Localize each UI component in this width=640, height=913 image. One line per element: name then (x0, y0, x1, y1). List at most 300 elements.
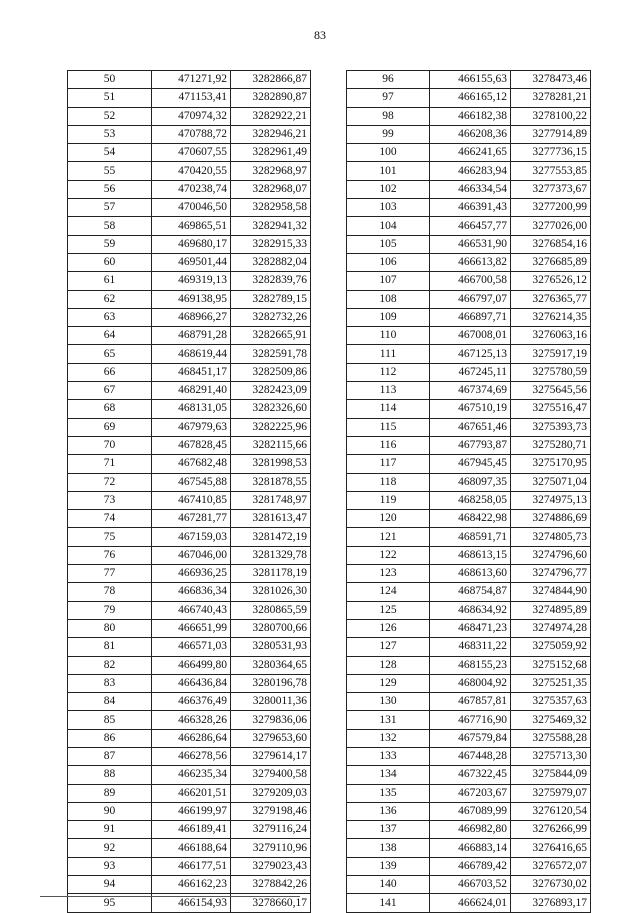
table-row (68, 345, 311, 363)
x-coordinate-cell: 466836,34 (152, 583, 231, 601)
table-row (347, 144, 591, 162)
table-row (347, 528, 591, 546)
point-number-cell: 99 (347, 125, 430, 143)
point-number-cell: 69 (68, 418, 152, 436)
y-coordinate-cell: 3279400,58 (231, 766, 311, 784)
point-number-cell: 57 (68, 199, 152, 217)
y-coordinate-cell: 3282423,09 (231, 382, 311, 400)
y-coordinate-cell: 3282789,15 (231, 290, 311, 308)
y-coordinate-cell: 3280700,66 (231, 619, 311, 637)
y-coordinate-cell: 3275780,59 (511, 363, 591, 381)
y-coordinate-cell: 3282225,96 (231, 418, 311, 436)
point-number-cell: 63 (68, 308, 152, 326)
point-number-cell: 85 (68, 711, 152, 729)
table-row (347, 674, 591, 692)
y-coordinate-cell: 3279614,17 (231, 747, 311, 765)
table-row (68, 144, 311, 162)
x-coordinate-cell: 466789,42 (430, 857, 511, 875)
table-row (347, 729, 591, 747)
point-number-cell: 109 (347, 308, 430, 326)
table-row (347, 619, 591, 637)
table-row (347, 436, 591, 454)
point-number-cell: 67 (68, 382, 152, 400)
table-row (68, 619, 311, 637)
table-row (68, 327, 311, 345)
table-row (347, 345, 591, 363)
table-row (68, 711, 311, 729)
y-coordinate-cell: 3280531,93 (231, 638, 311, 656)
x-coordinate-cell: 466457,77 (430, 217, 511, 235)
table-row (68, 528, 311, 546)
x-coordinate-cell: 466499,80 (152, 656, 231, 674)
point-number-cell: 136 (347, 802, 430, 820)
point-number-cell: 112 (347, 363, 430, 381)
x-coordinate-cell: 467857,81 (430, 693, 511, 711)
y-coordinate-cell: 3275979,07 (511, 784, 591, 802)
point-number-cell: 111 (347, 345, 430, 363)
table-row (68, 674, 311, 692)
point-number-cell: 59 (68, 235, 152, 253)
y-coordinate-cell: 3279110,96 (231, 839, 311, 857)
y-coordinate-cell: 3275645,56 (511, 382, 591, 400)
table-row (347, 565, 591, 583)
table-row (347, 894, 591, 912)
x-coordinate-cell: 470238,74 (152, 180, 231, 198)
point-number-cell: 132 (347, 729, 430, 747)
y-coordinate-cell: 3282946,21 (231, 125, 311, 143)
x-coordinate-cell: 471153,41 (152, 89, 231, 107)
table-row (347, 473, 591, 491)
point-number-cell: 141 (347, 894, 430, 912)
point-number-cell: 77 (68, 565, 152, 583)
table-row (347, 180, 591, 198)
table-row (347, 71, 591, 89)
point-number-cell: 53 (68, 125, 152, 143)
point-number-cell: 64 (68, 327, 152, 345)
point-number-cell: 106 (347, 253, 430, 271)
table-row (347, 583, 591, 601)
x-coordinate-cell: 466936,25 (152, 565, 231, 583)
x-coordinate-cell: 466283,94 (430, 162, 511, 180)
y-coordinate-cell: 3280196,78 (231, 674, 311, 692)
point-number-cell: 72 (68, 473, 152, 491)
table-row (68, 546, 311, 564)
y-coordinate-cell: 3280865,59 (231, 601, 311, 619)
table-row (68, 491, 311, 509)
x-coordinate-cell: 468613,60 (430, 565, 511, 583)
point-number-cell: 58 (68, 217, 152, 235)
point-number-cell: 122 (347, 546, 430, 564)
point-number-cell: 90 (68, 802, 152, 820)
x-coordinate-cell: 467008,01 (430, 327, 511, 345)
table-row (347, 876, 591, 894)
y-coordinate-cell: 3276266,99 (511, 821, 591, 839)
point-number-cell: 95 (68, 894, 152, 912)
table-row (347, 766, 591, 784)
table-row (68, 766, 311, 784)
y-coordinate-cell: 3278473,46 (511, 71, 591, 89)
point-number-cell: 129 (347, 674, 430, 692)
point-number-cell: 102 (347, 180, 430, 198)
table-body (68, 71, 311, 913)
point-number-cell: 83 (68, 674, 152, 692)
point-number-cell: 100 (347, 144, 430, 162)
point-number-cell: 104 (347, 217, 430, 235)
x-coordinate-cell: 469319,13 (152, 272, 231, 290)
y-coordinate-cell: 3279198,46 (231, 802, 311, 820)
y-coordinate-cell: 3276730,02 (511, 876, 591, 894)
x-coordinate-cell: 466334,54 (430, 180, 511, 198)
table-row (347, 418, 591, 436)
y-coordinate-cell: 3281472,19 (231, 528, 311, 546)
x-coordinate-cell: 467510,19 (430, 400, 511, 418)
x-coordinate-cell: 466199,97 (152, 802, 231, 820)
y-coordinate-cell: 3282732,26 (231, 308, 311, 326)
x-coordinate-cell: 467159,03 (152, 528, 231, 546)
point-number-cell: 137 (347, 821, 430, 839)
x-coordinate-cell: 466165,12 (430, 89, 511, 107)
y-coordinate-cell: 3282665,91 (231, 327, 311, 345)
x-coordinate-cell: 467651,46 (430, 418, 511, 436)
y-coordinate-cell: 3276214,35 (511, 308, 591, 326)
table-row (68, 693, 311, 711)
table-row (347, 491, 591, 509)
bottom-divider (40, 896, 300, 897)
x-coordinate-cell: 466376,49 (152, 693, 231, 711)
x-coordinate-cell: 468097,35 (430, 473, 511, 491)
point-number-cell: 92 (68, 839, 152, 857)
point-number-cell: 120 (347, 510, 430, 528)
coordinates-table-left (67, 70, 311, 913)
x-coordinate-cell: 466531,90 (430, 235, 511, 253)
point-number-cell: 130 (347, 693, 430, 711)
x-coordinate-cell: 467945,45 (430, 455, 511, 473)
x-coordinate-cell: 467046,00 (152, 546, 231, 564)
table-row (68, 802, 311, 820)
y-coordinate-cell: 3281329,78 (231, 546, 311, 564)
table-body (347, 71, 591, 913)
table-row (68, 400, 311, 418)
table-row (347, 199, 591, 217)
y-coordinate-cell: 3274975,13 (511, 491, 591, 509)
y-coordinate-cell: 3275393,73 (511, 418, 591, 436)
table-row (68, 455, 311, 473)
table-row (347, 89, 591, 107)
x-coordinate-cell: 466883,14 (430, 839, 511, 857)
point-number-cell: 103 (347, 199, 430, 217)
y-coordinate-cell: 3279653,60 (231, 729, 311, 747)
table-row (68, 290, 311, 308)
point-number-cell: 105 (347, 235, 430, 253)
point-number-cell: 93 (68, 857, 152, 875)
y-coordinate-cell: 3279836,06 (231, 711, 311, 729)
x-coordinate-cell: 468155,23 (430, 656, 511, 674)
x-coordinate-cell: 470974,32 (152, 107, 231, 125)
x-coordinate-cell: 468634,92 (430, 601, 511, 619)
table-row (347, 235, 591, 253)
point-number-cell: 82 (68, 656, 152, 674)
point-number-cell: 60 (68, 253, 152, 271)
x-coordinate-cell: 466235,34 (152, 766, 231, 784)
x-coordinate-cell: 468004,92 (430, 674, 511, 692)
x-coordinate-cell: 468451,17 (152, 363, 231, 381)
table-row (347, 253, 591, 271)
table-row (347, 638, 591, 656)
x-coordinate-cell: 466328,26 (152, 711, 231, 729)
x-coordinate-cell: 466188,64 (152, 839, 231, 857)
table-row (68, 565, 311, 583)
y-coordinate-cell: 3280364,65 (231, 656, 311, 674)
y-coordinate-cell: 3281998,53 (231, 455, 311, 473)
x-coordinate-cell: 467245,11 (430, 363, 511, 381)
y-coordinate-cell: 3277914,89 (511, 125, 591, 143)
x-coordinate-cell: 466154,93 (152, 894, 231, 912)
y-coordinate-cell: 3282326,60 (231, 400, 311, 418)
x-coordinate-cell: 468966,27 (152, 308, 231, 326)
y-coordinate-cell: 3282961,49 (231, 144, 311, 162)
point-number-cell: 61 (68, 272, 152, 290)
point-number-cell: 96 (347, 71, 430, 89)
table-row (68, 601, 311, 619)
point-number-cell: 76 (68, 546, 152, 564)
table-row (347, 821, 591, 839)
y-coordinate-cell: 3276416,65 (511, 839, 591, 857)
table-row (68, 747, 311, 765)
point-number-cell: 133 (347, 747, 430, 765)
x-coordinate-cell: 468613,15 (430, 546, 511, 564)
x-coordinate-cell: 467828,45 (152, 436, 231, 454)
x-coordinate-cell: 466391,43 (430, 199, 511, 217)
x-coordinate-cell: 468619,44 (152, 345, 231, 363)
point-number-cell: 54 (68, 144, 152, 162)
x-coordinate-cell: 466155,63 (430, 71, 511, 89)
point-number-cell: 56 (68, 180, 152, 198)
y-coordinate-cell: 3277026,00 (511, 217, 591, 235)
table-row (68, 217, 311, 235)
y-coordinate-cell: 3282968,07 (231, 180, 311, 198)
y-coordinate-cell: 3274895,89 (511, 601, 591, 619)
y-coordinate-cell: 3281026,30 (231, 583, 311, 601)
point-number-cell: 119 (347, 491, 430, 509)
table-row (347, 162, 591, 180)
table-row (347, 363, 591, 381)
table-row (347, 272, 591, 290)
point-number-cell: 86 (68, 729, 152, 747)
y-coordinate-cell: 3282591,78 (231, 345, 311, 363)
y-coordinate-cell: 3282922,21 (231, 107, 311, 125)
table-row (347, 839, 591, 857)
x-coordinate-cell: 468422,98 (430, 510, 511, 528)
point-number-cell: 80 (68, 619, 152, 637)
y-coordinate-cell: 3279116,24 (231, 821, 311, 839)
y-coordinate-cell: 3280011,36 (231, 693, 311, 711)
y-coordinate-cell: 3279023,43 (231, 857, 311, 875)
table-row (347, 711, 591, 729)
page-number: 83 (314, 28, 326, 42)
table-row (347, 107, 591, 125)
point-number-cell: 74 (68, 510, 152, 528)
y-coordinate-cell: 3276063,16 (511, 327, 591, 345)
x-coordinate-cell: 468754,87 (430, 583, 511, 601)
x-coordinate-cell: 470046,50 (152, 199, 231, 217)
point-number-cell: 140 (347, 876, 430, 894)
point-number-cell: 50 (68, 71, 152, 89)
point-number-cell: 97 (347, 89, 430, 107)
point-number-cell: 87 (68, 747, 152, 765)
point-number-cell: 127 (347, 638, 430, 656)
y-coordinate-cell: 3274805,73 (511, 528, 591, 546)
y-coordinate-cell: 3282915,33 (231, 235, 311, 253)
point-number-cell: 134 (347, 766, 430, 784)
y-coordinate-cell: 3276120,54 (511, 802, 591, 820)
y-coordinate-cell: 3276365,77 (511, 290, 591, 308)
y-coordinate-cell: 3276572,07 (511, 857, 591, 875)
x-coordinate-cell: 466897,71 (430, 308, 511, 326)
x-coordinate-cell: 466162,23 (152, 876, 231, 894)
point-number-cell: 121 (347, 528, 430, 546)
point-number-cell: 94 (68, 876, 152, 894)
x-coordinate-cell: 468591,71 (430, 528, 511, 546)
y-coordinate-cell: 3275152,68 (511, 656, 591, 674)
y-coordinate-cell: 3278281,21 (511, 89, 591, 107)
x-coordinate-cell: 467979,63 (152, 418, 231, 436)
table-row (68, 125, 311, 143)
x-coordinate-cell: 467579,84 (430, 729, 511, 747)
x-coordinate-cell: 466703,52 (430, 876, 511, 894)
y-coordinate-cell: 3275469,32 (511, 711, 591, 729)
y-coordinate-cell: 3275588,28 (511, 729, 591, 747)
y-coordinate-cell: 3275251,35 (511, 674, 591, 692)
y-coordinate-cell: 3275844,09 (511, 766, 591, 784)
y-coordinate-cell: 3282941,32 (231, 217, 311, 235)
x-coordinate-cell: 468791,28 (152, 327, 231, 345)
point-number-cell: 117 (347, 455, 430, 473)
x-coordinate-cell: 466177,51 (152, 857, 231, 875)
y-coordinate-cell: 3281878,55 (231, 473, 311, 491)
table-row (347, 455, 591, 473)
x-coordinate-cell: 467716,90 (430, 711, 511, 729)
x-coordinate-cell: 466201,51 (152, 784, 231, 802)
table-row (347, 125, 591, 143)
y-coordinate-cell: 3278100,22 (511, 107, 591, 125)
x-coordinate-cell: 466189,41 (152, 821, 231, 839)
y-coordinate-cell: 3282882,04 (231, 253, 311, 271)
y-coordinate-cell: 3282890,87 (231, 89, 311, 107)
x-coordinate-cell: 468131,05 (152, 400, 231, 418)
table-row (68, 363, 311, 381)
x-coordinate-cell: 469501,44 (152, 253, 231, 271)
point-number-cell: 113 (347, 382, 430, 400)
x-coordinate-cell: 466278,56 (152, 747, 231, 765)
point-number-cell: 84 (68, 693, 152, 711)
y-coordinate-cell: 3274974,28 (511, 619, 591, 637)
x-coordinate-cell: 467545,88 (152, 473, 231, 491)
y-coordinate-cell: 3282115,66 (231, 436, 311, 454)
point-number-cell: 89 (68, 784, 152, 802)
x-coordinate-cell: 466982,80 (430, 821, 511, 839)
x-coordinate-cell: 466241,65 (430, 144, 511, 162)
table-row (68, 436, 311, 454)
table-row (347, 546, 591, 564)
table-row (68, 583, 311, 601)
table-row (347, 784, 591, 802)
point-number-cell: 91 (68, 821, 152, 839)
y-coordinate-cell: 3282866,87 (231, 71, 311, 89)
y-coordinate-cell: 3275071,04 (511, 473, 591, 491)
table-row (68, 253, 311, 271)
y-coordinate-cell: 3275713,30 (511, 747, 591, 765)
y-coordinate-cell: 3274796,60 (511, 546, 591, 564)
x-coordinate-cell: 467322,45 (430, 766, 511, 784)
y-coordinate-cell: 3275059,92 (511, 638, 591, 656)
y-coordinate-cell: 3275516,47 (511, 400, 591, 418)
table-row (347, 601, 591, 619)
y-coordinate-cell: 3274844,90 (511, 583, 591, 601)
point-number-cell: 139 (347, 857, 430, 875)
x-coordinate-cell: 469680,17 (152, 235, 231, 253)
x-coordinate-cell: 466286,64 (152, 729, 231, 747)
point-number-cell: 128 (347, 656, 430, 674)
point-number-cell: 107 (347, 272, 430, 290)
y-coordinate-cell: 3278660,17 (231, 894, 311, 912)
y-coordinate-cell: 3275170,95 (511, 455, 591, 473)
x-coordinate-cell: 466436,84 (152, 674, 231, 692)
table-row (68, 857, 311, 875)
point-number-cell: 75 (68, 528, 152, 546)
point-number-cell: 131 (347, 711, 430, 729)
table-row (68, 162, 311, 180)
x-coordinate-cell: 466700,58 (430, 272, 511, 290)
table-row (347, 656, 591, 674)
x-coordinate-cell: 469865,51 (152, 217, 231, 235)
point-number-cell: 79 (68, 601, 152, 619)
point-number-cell: 66 (68, 363, 152, 381)
y-coordinate-cell: 3275280,71 (511, 436, 591, 454)
point-number-cell: 73 (68, 491, 152, 509)
y-coordinate-cell: 3277373,67 (511, 180, 591, 198)
y-coordinate-cell: 3279209,03 (231, 784, 311, 802)
table-row (68, 729, 311, 747)
y-coordinate-cell: 3282958,58 (231, 199, 311, 217)
table-row (68, 382, 311, 400)
table-row (68, 199, 311, 217)
y-coordinate-cell: 3278842,26 (231, 876, 311, 894)
point-number-cell: 98 (347, 107, 430, 125)
y-coordinate-cell: 3274796,77 (511, 565, 591, 583)
x-coordinate-cell: 470420,55 (152, 162, 231, 180)
point-number-cell: 51 (68, 89, 152, 107)
x-coordinate-cell: 467374,69 (430, 382, 511, 400)
point-number-cell: 70 (68, 436, 152, 454)
x-coordinate-cell: 468471,23 (430, 619, 511, 637)
x-coordinate-cell: 467089,99 (430, 802, 511, 820)
table-row (68, 308, 311, 326)
y-coordinate-cell: 3282968,97 (231, 162, 311, 180)
x-coordinate-cell: 467125,13 (430, 345, 511, 363)
x-coordinate-cell: 466182,38 (430, 107, 511, 125)
x-coordinate-cell: 471271,92 (152, 71, 231, 89)
y-coordinate-cell: 3276854,16 (511, 235, 591, 253)
y-coordinate-cell: 3276893,17 (511, 894, 591, 912)
table-row (347, 510, 591, 528)
table-row (68, 473, 311, 491)
table-row (68, 656, 311, 674)
y-coordinate-cell: 3277736,15 (511, 144, 591, 162)
point-number-cell: 68 (68, 400, 152, 418)
point-number-cell: 101 (347, 162, 430, 180)
table-row (68, 821, 311, 839)
table-row (347, 327, 591, 345)
